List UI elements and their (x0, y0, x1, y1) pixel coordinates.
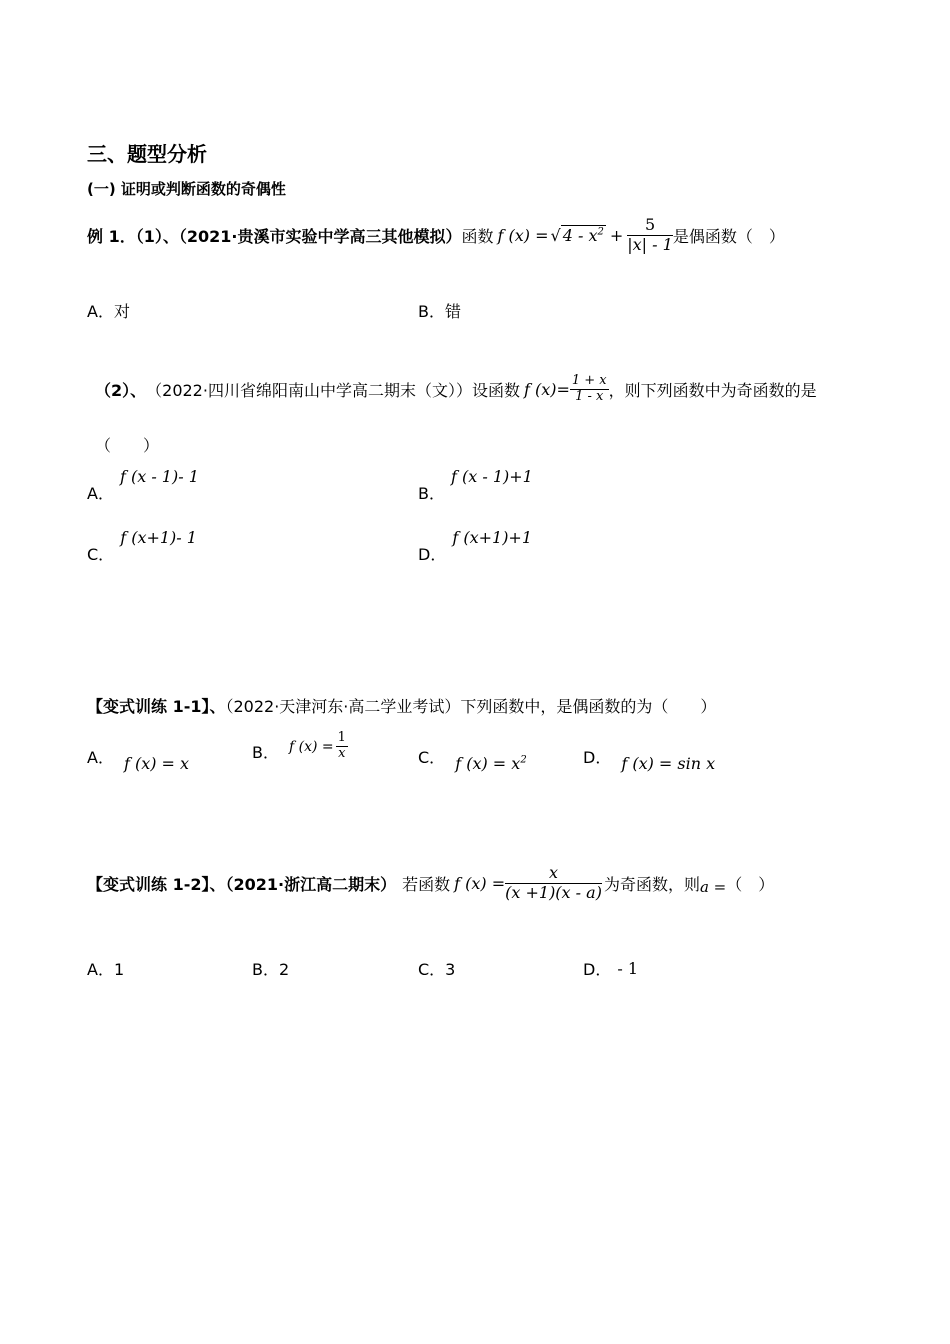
option-label: D． (583, 748, 612, 767)
variant2-formula (454, 864, 602, 902)
variant1-option-c[interactable] (418, 740, 527, 773)
sqrt-radicand-text: 4 - x (562, 226, 598, 245)
subsection-title: (一) 证明或判断函数的奇偶性 (87, 180, 286, 198)
sqrt-exponent: 2 (597, 226, 604, 238)
sqrt-radicand (561, 225, 606, 245)
option-label: B． (418, 484, 445, 503)
part2-denominator: 1 - x (575, 388, 604, 404)
variant2-option-c[interactable]: C．3 (418, 960, 456, 979)
option-math: f (x) = x (123, 754, 190, 773)
section-title: 三、题型分析 (87, 142, 207, 166)
example1-option-a[interactable]: A．对 (87, 302, 130, 321)
variant2-a-eq: a = (699, 878, 727, 896)
example1-formula-lhs: f (x) = (497, 225, 549, 245)
option-math-exponent: 2 (520, 754, 527, 766)
variant2-mid: 为奇函数，则 (603, 874, 700, 894)
option-math: f (x - 1)+1 (450, 467, 533, 486)
sqrt-sign: √ (550, 225, 561, 245)
variant2-formula-lhs: f (x) = (454, 873, 506, 893)
option-math-lhs: f (x) = (288, 738, 334, 755)
option-label: A． (87, 748, 114, 767)
variant1-option-a[interactable] (87, 740, 189, 773)
variant1-text: （2022·天津河东·高二学业考试）下列函数中，是偶函数的为（ ） (225, 697, 717, 716)
fraction-numerator: 1 (337, 730, 346, 746)
part2-option-d[interactable] (418, 528, 532, 565)
option-math: f (x+1)+1 (452, 528, 533, 547)
variant2-option-b[interactable]: B．2 (252, 960, 290, 979)
variant2-label: 【变式训练 1-2】、（2021·浙江高二期末） (87, 874, 397, 894)
option-math: f (x) = sin x (621, 754, 716, 773)
example1-suffix: 是偶函数（ ） (672, 226, 785, 246)
option-fraction (336, 731, 348, 762)
option-label: C． (87, 545, 115, 564)
variant2-prefix: 若函数 (402, 874, 451, 894)
part2-paren: （ ） (95, 436, 160, 455)
formula-plus: + (609, 225, 624, 245)
variant1-label: 【变式训练 1-1】、 (87, 697, 226, 716)
option-math (455, 754, 527, 773)
fraction-denominator: |x| - 1 (627, 234, 673, 254)
fraction-numerator: x (505, 864, 602, 883)
option-label: D． (418, 545, 447, 564)
example1-part2-question (95, 366, 817, 412)
part2-option-c[interactable] (87, 528, 197, 565)
variant2-option-a[interactable]: A．1 (87, 960, 125, 979)
variant1-question (87, 694, 716, 717)
option-label: A． (87, 484, 114, 503)
example1-fraction (627, 216, 673, 254)
option-label: D． (583, 960, 612, 979)
part2-formula (524, 374, 609, 405)
fraction-denominator: (x +1)(x - a) (505, 882, 602, 902)
part2-fraction (570, 374, 609, 405)
example1-question (87, 210, 785, 260)
variant2-suffix: （ ） (726, 874, 775, 894)
part2-numerator: 1 + x (571, 372, 607, 388)
variant2-question (87, 858, 774, 908)
option-math: - 1 (617, 959, 638, 978)
option-label: B． (252, 743, 279, 762)
option-math: f (x+1)- 1 (120, 528, 197, 547)
fraction-numerator: 5 (627, 216, 673, 235)
option-label: C． (418, 748, 446, 767)
example1-option-b[interactable]: B．错 (418, 302, 461, 321)
part2-formula-lhs: f (x)= (523, 379, 570, 399)
variant1-option-b[interactable] (252, 730, 348, 763)
example1-label: 例 1．（1）、（2021·贵溪市实验中学高三其他模拟） (87, 226, 462, 246)
variant2-fraction (505, 864, 602, 902)
part2-option-b[interactable] (418, 467, 533, 504)
variant2-option-d[interactable] (583, 957, 638, 980)
part2-suffix: ，则下列函数中为奇函数的是 (608, 380, 817, 400)
fraction-denominator: x (338, 746, 346, 761)
option-math: f (x - 1)- 1 (119, 467, 199, 486)
option-math-text: f (x) = x (455, 754, 521, 773)
part2-option-a[interactable] (87, 467, 199, 504)
example1-formula (497, 216, 672, 254)
part2-label: （2）、 (95, 380, 147, 400)
part2-source: （2022·四川省绵阳南山中学高二期末（文））设函数 (146, 380, 520, 400)
example1-prefix: 函数 (461, 226, 494, 246)
variant1-option-d[interactable] (583, 740, 715, 773)
